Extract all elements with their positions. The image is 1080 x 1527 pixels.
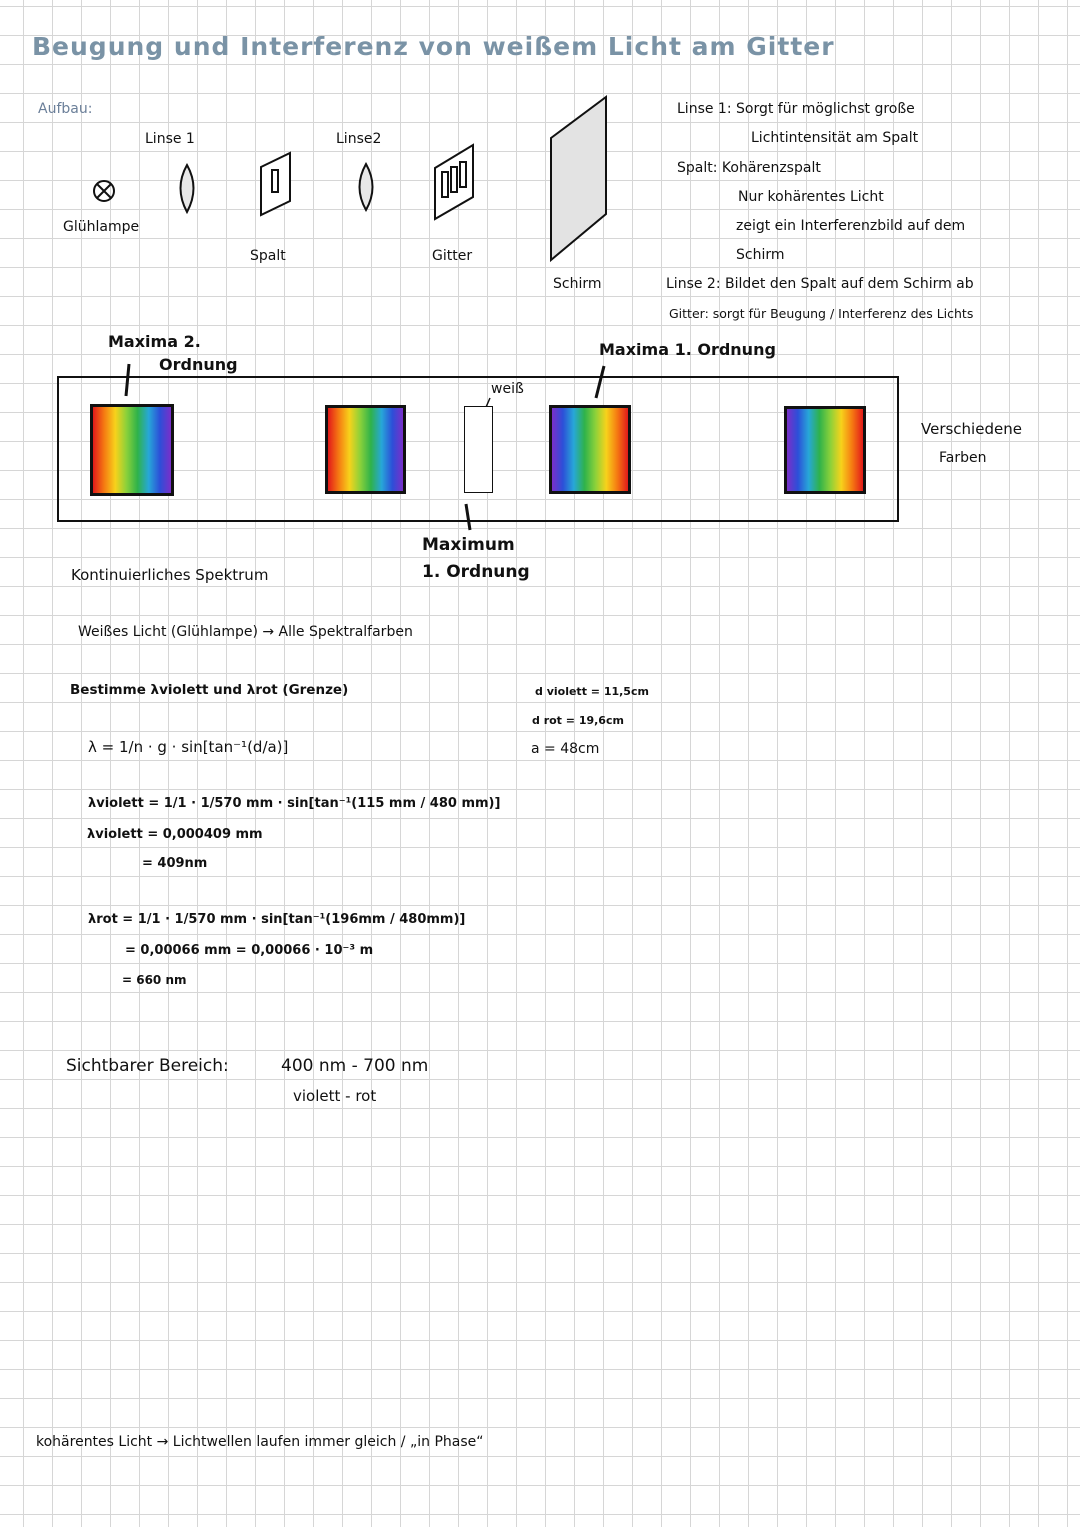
violet-result-nm: = 409nm — [142, 856, 208, 871]
lamp-label: Glühlampe — [63, 219, 140, 235]
central-white-maximum — [464, 406, 493, 493]
note: Linse 2: Bildet den Spalt auf dem Schirm ab — [666, 276, 974, 292]
given-value: a = 48cm — [531, 741, 600, 757]
spectrum-order2-left — [90, 404, 174, 496]
grating-label: Gitter — [432, 248, 473, 264]
grating-icon — [435, 145, 473, 219]
given-value: d violett = 11,5cm — [535, 685, 649, 698]
slit-icon — [261, 153, 290, 215]
setup-heading: Aufbau: — [38, 101, 93, 117]
note: Schirm — [736, 247, 785, 263]
maximum0-label: 1. Ordnung — [422, 562, 530, 582]
spectrum-order1-left — [325, 405, 406, 494]
visible-range-label: Sichtbarer Bereich: — [66, 1056, 229, 1076]
visible-range-value: 400 nm - 700 nm — [281, 1056, 429, 1076]
side-label: Farben — [939, 450, 987, 466]
note: Linse 1: Sorgt für möglichst große — [677, 101, 915, 117]
side-label: Verschiedene — [921, 420, 1022, 438]
coherent-light-note: kohärentes Licht → Lichtwellen laufen immer gleich / „in Phase“ — [36, 1434, 484, 1450]
note: Lichtintensität am Spalt — [751, 130, 919, 146]
lens2-icon — [360, 164, 373, 210]
continuous-spectrum-label: Kontinuierliches Spektrum — [71, 566, 269, 584]
white-light-note: Weißes Licht (Glühlampe) → Alle Spektralfarben — [78, 624, 413, 640]
task-text: Bestimme λviolett und λrot (Grenze) — [70, 682, 349, 698]
lens1-icon — [181, 165, 194, 212]
setup-diagram — [0, 0, 1080, 600]
lens1-label: Linse 1 — [145, 131, 195, 147]
spectrum-order1-right — [549, 405, 631, 494]
formula: λ = 1/n · g · sin[tan⁻¹(d/a)] — [88, 738, 289, 756]
note: Nur kohärentes Licht — [738, 189, 884, 205]
page-title: Beugung und Interferenz von weißem Licht am Gitter — [32, 32, 835, 61]
red-result-nm: = 660 nm — [122, 973, 187, 987]
visible-range-colors: violett - rot — [293, 1087, 377, 1105]
red-calc: λrot = 1/1 · 1/570 mm · sin[tan⁻¹(196mm / 480mm)] — [88, 912, 466, 927]
note: Gitter: sorgt für Beugung / Interferenz des Lichts — [669, 306, 974, 321]
violet-calc: λviolett = 1/1 · 1/570 mm · sin[tan⁻¹(115 mm / 480 mm)] — [88, 796, 501, 811]
white-label: weiß — [491, 381, 524, 397]
slit-label: Spalt — [250, 248, 286, 264]
screen-icon — [551, 97, 606, 260]
note: Spalt: Kohärenzspalt — [677, 160, 821, 176]
maxima2-label: Maxima 2. — [108, 332, 201, 351]
note: zeigt ein Interferenzbild auf dem — [736, 218, 966, 234]
red-result: = 0,00066 mm = 0,00066 · 10⁻³ m — [125, 943, 374, 958]
violet-result: λviolett = 0,000409 mm — [87, 827, 263, 842]
maxima1-label: Maxima 1. Ordnung — [599, 340, 776, 359]
lens2-label: Linse2 — [336, 131, 382, 147]
screen-label: Schirm — [553, 276, 602, 292]
spectrum-order2-right — [784, 406, 866, 494]
given-value: d rot = 19,6cm — [532, 714, 624, 727]
lamp-icon — [94, 181, 114, 201]
maxima2-label: Ordnung — [159, 355, 238, 374]
maximum0-label: Maximum — [422, 535, 515, 555]
